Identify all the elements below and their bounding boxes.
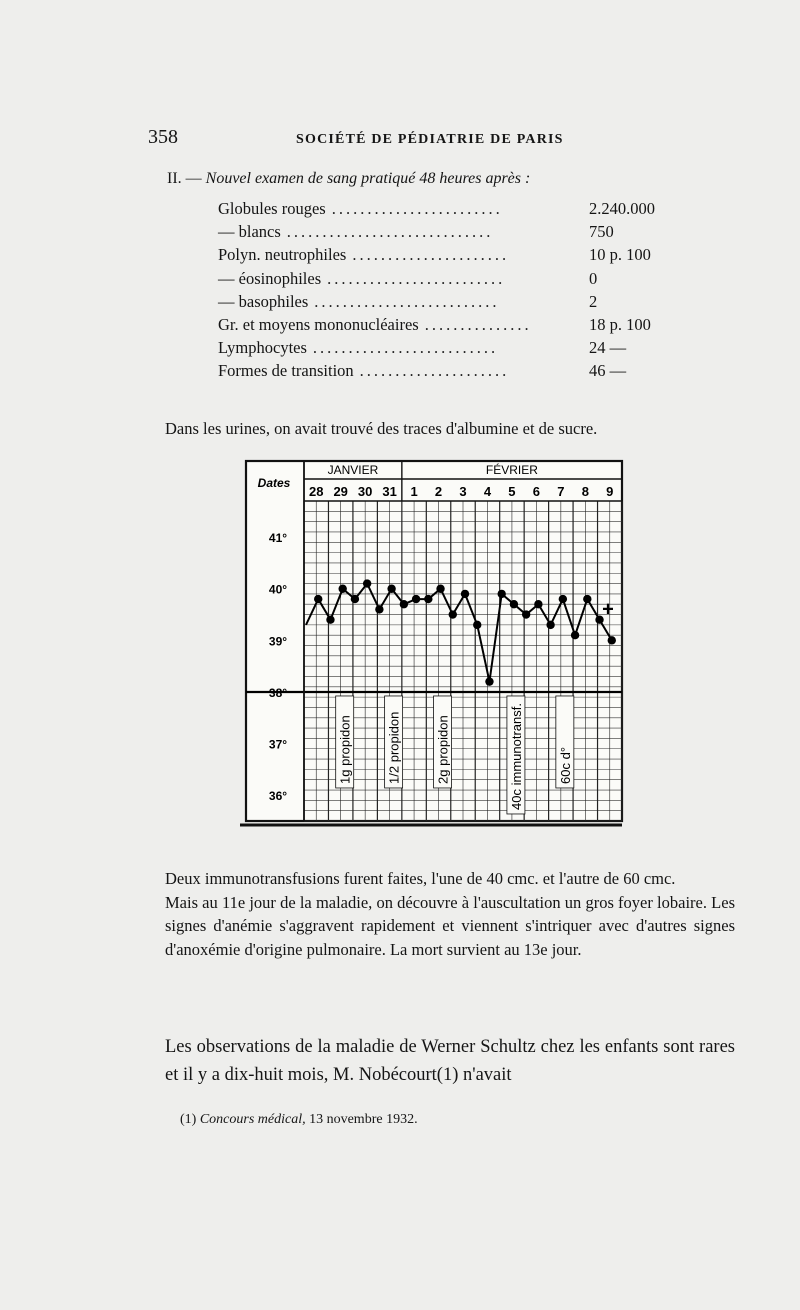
paragraph-urines: Dans les urines, on avait trouvé des traces d'albumine et de sucre. xyxy=(165,418,598,438)
treatment-annotation: 1/2 propidon xyxy=(386,711,402,784)
temperature-point xyxy=(522,610,530,618)
month-label: JANVIER xyxy=(327,463,379,477)
treatment-annotation: 60c d° xyxy=(557,746,573,784)
temperature-point xyxy=(375,605,383,613)
day-tick-label: 8 xyxy=(581,484,589,499)
row-label: Polyn. neutrophiles xyxy=(218,245,347,265)
blood-exam-table xyxy=(218,197,678,383)
treatment-annotation: 40c immunotransf. xyxy=(508,703,524,810)
table-row xyxy=(218,290,678,313)
temperature-point xyxy=(608,636,616,644)
y-tick-label: 37° xyxy=(268,737,288,752)
temperature-point xyxy=(461,590,469,598)
temperature-point xyxy=(424,595,432,603)
temperature-point xyxy=(510,600,518,608)
row-label: Globules rouges xyxy=(218,199,326,218)
day-tick-label: 9 xyxy=(606,484,614,499)
row-value: 10 p. 100 xyxy=(589,245,651,265)
table-row xyxy=(218,243,678,266)
treatment-annotation: 1g propidon xyxy=(337,715,353,784)
temperature-point xyxy=(534,600,542,608)
paragraph-death: Mais au 11e jour de la maladie, on découvre à l'auscultation un gros foyer lobaire. Les signes d'anémie s'aggravent rapidement et viennent s'intriquer avec d'autres signes d'anoxémie d'origine pulmonaire. La mort survient au 13e jour. xyxy=(165,892,735,959)
paragraph-observations: Les observations de la maladie de Werner Schultz chez les enfants sont rares et il y a dix-huit mois, M. Nobécourt(1) n'avait xyxy=(165,1037,735,1085)
day-tick-label: 31 xyxy=(382,484,397,499)
dot-leader: ..................... xyxy=(359,361,510,381)
day-tick-label: 1 xyxy=(410,484,418,499)
table-row xyxy=(218,313,678,336)
section-numeral: II. — xyxy=(167,170,206,187)
row-value: 0 xyxy=(589,268,598,288)
row-value: 2 xyxy=(589,291,598,311)
temperature-point xyxy=(485,677,493,685)
day-tick-label: 7 xyxy=(557,484,565,499)
row-value: 2.240.000 xyxy=(589,199,655,218)
y-tick-label: 36° xyxy=(268,789,288,804)
temperature-point xyxy=(351,595,359,603)
temperature-point xyxy=(546,621,554,629)
dot-leader: .......................... xyxy=(312,338,499,358)
dot-leader: ............................. xyxy=(286,222,494,242)
row-label: Formes de transition xyxy=(218,361,354,381)
dot-leader: ............... xyxy=(424,314,532,334)
day-tick-label: 2 xyxy=(434,484,443,499)
row-label: Gr. et moyens mononucléaires xyxy=(218,314,419,334)
day-tick-label: 3 xyxy=(459,484,467,499)
row-value: 24 — xyxy=(589,338,627,358)
paragraph-block-2 xyxy=(165,867,735,961)
section-title: Nouvel examen de sang pratiqué 48 heures après : xyxy=(205,170,531,187)
month-label: FÉVRIER xyxy=(485,463,538,477)
dot-leader: ...................... xyxy=(352,245,510,265)
footnote-date: 13 novembre 1932. xyxy=(305,1112,418,1127)
row-label: — blancs xyxy=(218,222,281,242)
death-marker: + xyxy=(602,598,614,621)
day-tick-label: 6 xyxy=(532,484,541,499)
temperature-point xyxy=(338,585,346,593)
day-tick-label: 28 xyxy=(308,484,324,499)
y-tick-label: 38° xyxy=(268,685,288,700)
row-label: — basophiles xyxy=(218,291,309,311)
dot-leader: ......................... xyxy=(327,268,506,288)
temperature-point xyxy=(473,621,481,629)
page-number: 358 xyxy=(148,126,178,148)
row-value: 46 — xyxy=(589,361,627,381)
day-tick-label: 4 xyxy=(483,484,492,499)
temperature-point xyxy=(400,600,408,608)
page-header xyxy=(148,126,598,156)
footnote-source: Concours médical, xyxy=(199,1112,306,1127)
day-tick-label: 29 xyxy=(333,484,348,499)
y-axis-title: Dates xyxy=(257,476,291,490)
table-row xyxy=(218,267,678,290)
row-value: 18 p. 100 xyxy=(589,314,651,334)
table-row xyxy=(218,197,678,220)
temperature-point xyxy=(387,585,395,593)
section-heading xyxy=(167,170,530,188)
temperature-point xyxy=(559,595,567,603)
day-tick-label: 5 xyxy=(508,484,516,499)
treatment-annotation: 2g propidon xyxy=(435,715,451,784)
dot-leader: .......................... xyxy=(314,291,500,311)
row-value: 750 xyxy=(589,222,614,242)
table-row xyxy=(218,336,678,359)
temperature-point xyxy=(412,595,420,603)
temperature-point xyxy=(497,590,505,598)
temperature-point xyxy=(314,595,322,603)
table-row xyxy=(218,359,678,382)
temperature-point xyxy=(583,595,591,603)
paragraph-transfusions: Deux immunotransfusions furent faites, l'une de 40 cmc. et l'autre de 60 cmc. xyxy=(165,869,676,888)
temperature-chart xyxy=(236,453,626,833)
day-tick-label: 30 xyxy=(357,484,373,499)
dot-leader: ........................ xyxy=(331,199,503,218)
temperature-point xyxy=(363,579,371,587)
footnote xyxy=(180,1112,418,1128)
row-label: Lymphocytes xyxy=(218,338,307,358)
y-tick-label: 40° xyxy=(268,582,288,597)
y-tick-label: 39° xyxy=(268,634,288,649)
footnote-marker: (1) xyxy=(180,1112,200,1127)
temperature-point xyxy=(449,610,457,618)
row-label: — éosinophiles xyxy=(218,268,322,288)
running-head: SOCIÉTÉ DE PÉDIATRIE DE PARIS xyxy=(296,132,564,147)
table-row xyxy=(218,220,678,243)
temperature-point xyxy=(326,616,334,624)
y-tick-label: 41° xyxy=(268,531,288,546)
temperature-point xyxy=(436,585,444,593)
temperature-point xyxy=(571,631,579,639)
